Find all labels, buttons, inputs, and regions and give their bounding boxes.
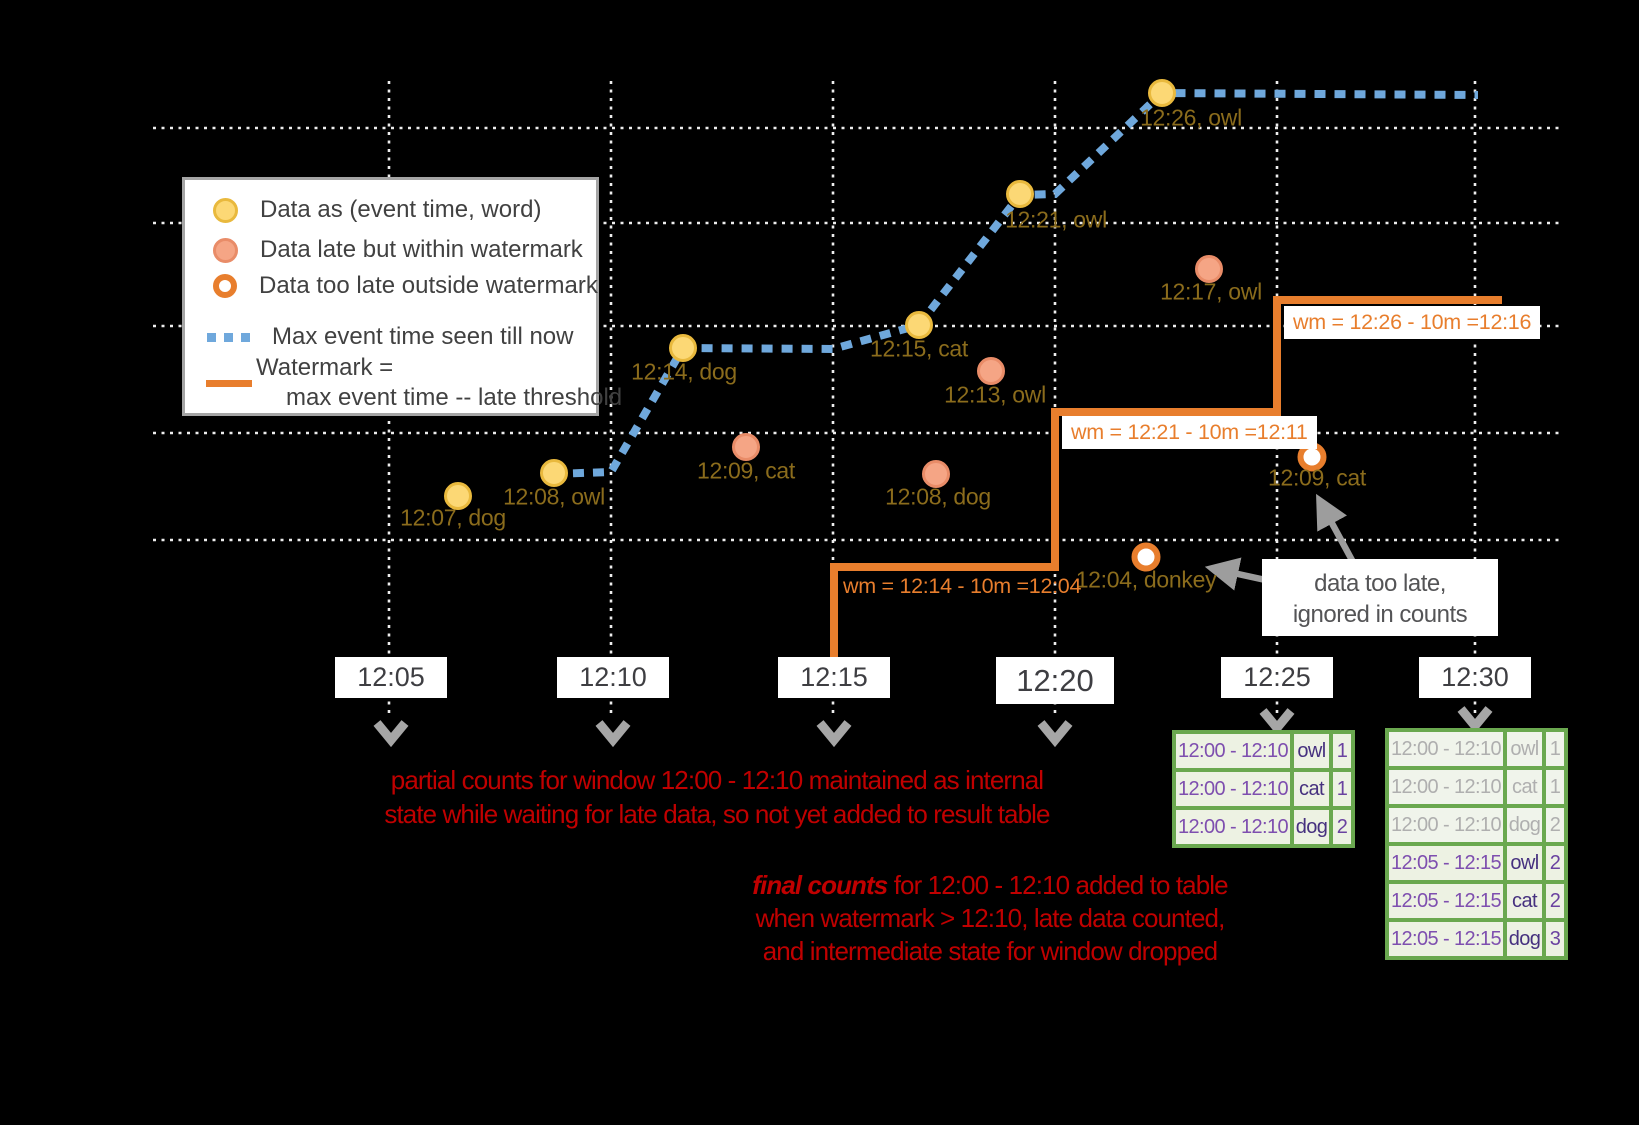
result-count-cell: 2 — [1546, 846, 1564, 880]
data-point-label: 12:14, dog — [631, 358, 737, 385]
result-count-cell: 1 — [1546, 770, 1564, 804]
result-word-cell: dog — [1507, 808, 1542, 842]
result-window-cell: 12:00 - 12:10 — [1176, 810, 1290, 844]
legend-item-label: Max event time seen till now — [272, 323, 574, 350]
legend-item-label: Watermark = — [256, 354, 394, 381]
result-window-cell: 12:05 - 12:15 — [1389, 884, 1503, 918]
note-line: partial counts for window 12:00 - 12:10 maintained as internal — [390, 765, 1044, 795]
result-window-cell: 12:00 - 12:10 — [1389, 770, 1503, 804]
note-partial-counts — [384, 763, 1049, 831]
data-point-on-time — [907, 313, 932, 338]
down-arrow-icon — [820, 723, 848, 740]
legend-item-label: Data late but within watermark — [260, 236, 583, 263]
note-line — [752, 869, 1227, 902]
data-point-late — [734, 435, 759, 460]
watermark-value-label: wm = 12:21 - 10m =12:11 — [1062, 416, 1317, 449]
callout-line: data too late, — [1314, 570, 1446, 597]
data-point-label: 12:17, owl — [1160, 278, 1262, 305]
legend-item-label: Data as (event time, word) — [260, 196, 542, 223]
result-count-cell: 2 — [1546, 808, 1564, 842]
data-point-label: 12:04, donkey — [1075, 566, 1217, 593]
result-window-cell: 12:05 - 12:15 — [1389, 922, 1503, 956]
note-line: state while waiting for late data, so not yet added to result table — [384, 799, 1050, 829]
too-late-callout — [1262, 559, 1498, 636]
down-arrow-icon — [599, 723, 627, 740]
result-count-cell: 1 — [1333, 734, 1351, 768]
result-word-cell: cat — [1507, 884, 1542, 918]
legend-item-label: max event time -- late threshold — [286, 384, 623, 411]
result-table — [1385, 728, 1568, 960]
data-point-label: 12:07, dog — [400, 504, 506, 531]
result-window-cell: 12:00 - 12:10 — [1389, 732, 1503, 766]
data-point-late — [979, 359, 1004, 384]
final-counts-emphasis: final counts — [752, 870, 894, 900]
data-point-label: 12:21, owl — [1005, 206, 1107, 233]
result-word-cell: owl — [1507, 846, 1542, 880]
callout-arrow — [1321, 503, 1353, 562]
result-word-cell: cat — [1294, 772, 1329, 806]
axis-time-label: 12:10 — [557, 657, 669, 698]
axis-time-label: 12:20 — [996, 657, 1114, 704]
axis-time-label: 12:30 — [1419, 657, 1531, 698]
result-window-cell: 12:00 - 12:10 — [1389, 808, 1503, 842]
data-point-label: 12:09, cat — [696, 457, 796, 484]
result-word-cell: dog — [1294, 810, 1329, 844]
result-count-cell: 1 — [1333, 772, 1351, 806]
max-event-time-line-icon — [207, 333, 251, 342]
result-word-cell: owl — [1294, 734, 1329, 768]
data-point-label: 12:15, cat — [869, 335, 969, 362]
late-point-icon — [213, 238, 238, 263]
watermark-line-icon — [206, 380, 252, 387]
callout-line: ignored in counts — [1292, 601, 1468, 628]
on-time-point-icon — [213, 198, 238, 223]
result-window-cell: 12:05 - 12:15 — [1389, 846, 1503, 880]
down-arrow-icon — [1041, 723, 1069, 740]
data-point-too-late — [1135, 546, 1158, 569]
result-count-cell: 2 — [1546, 884, 1564, 918]
result-word-cell: cat — [1507, 770, 1542, 804]
data-point-label: 12:08, owl — [503, 483, 605, 510]
note-line: when watermark > 12:10, late data counted, — [755, 903, 1225, 933]
result-count-cell: 2 — [1333, 810, 1351, 844]
result-window-cell: 12:00 - 12:10 — [1176, 772, 1290, 806]
result-word-cell: dog — [1507, 922, 1542, 956]
watermark-value-label: wm = 12:26 - 10m =12:16 — [1284, 306, 1540, 339]
note-line: and intermediate state for window dropped — [762, 936, 1218, 966]
down-arrow-icon — [1263, 711, 1291, 728]
too-late-point-icon — [213, 274, 237, 298]
axis-time-label: 12:25 — [1221, 657, 1333, 698]
data-point-on-time — [671, 336, 696, 361]
data-point-label: 12:08, dog — [885, 483, 991, 510]
note-line-rest: for 12:00 - 12:10 added to table — [893, 870, 1228, 900]
data-point-label: 12:13, owl — [944, 381, 1046, 408]
axis-time-label: 12:15 — [778, 657, 890, 698]
result-word-cell: owl — [1507, 732, 1542, 766]
data-point-on-time — [1150, 81, 1175, 106]
down-arrow-icon — [377, 723, 405, 740]
result-count-cell: 1 — [1546, 732, 1564, 766]
max-event-time-line — [553, 93, 1478, 474]
note-final-counts — [752, 869, 1227, 968]
result-count-cell: 3 — [1546, 922, 1564, 956]
result-window-cell: 12:00 - 12:10 — [1176, 734, 1290, 768]
data-point-label: 12:26, owl — [1140, 104, 1242, 131]
data-point-on-time — [1008, 182, 1033, 207]
legend-item-label: Data too late outside watermark — [259, 272, 598, 299]
data-point-on-time — [542, 461, 567, 486]
legend — [182, 177, 623, 416]
data-point-label: 12:09, cat — [1267, 464, 1367, 491]
result-table — [1172, 730, 1355, 848]
watermark-value-label: wm = 12:14 - 10m =12:04 — [843, 574, 1082, 598]
axis-time-label: 12:05 — [335, 657, 447, 698]
